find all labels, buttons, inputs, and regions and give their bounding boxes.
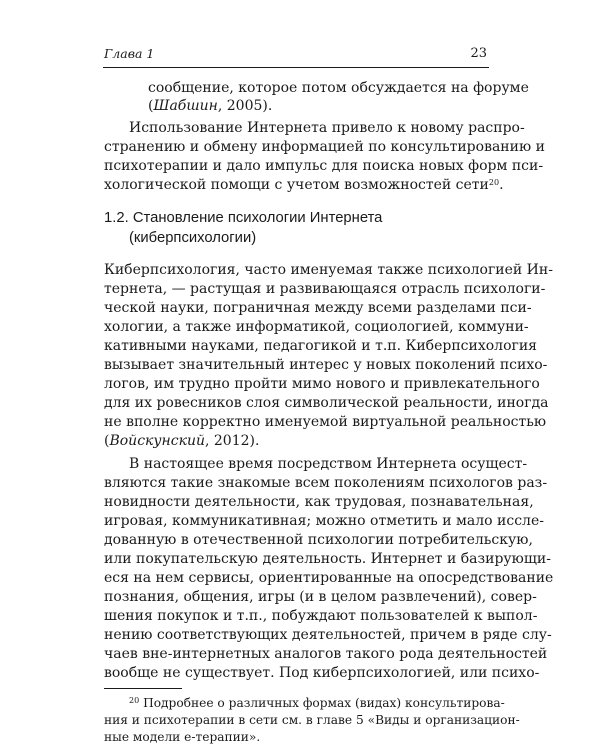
text-line: игровая, коммуникативная; можно отметить и мало иссле-	[104, 513, 544, 529]
text-line: кативными науками, педагогикой и т.п. Киберпсихология	[104, 338, 538, 354]
text-line: шения покупок и т.п., побуждают пользователей к выпол-	[104, 608, 538, 624]
text-line: Использование Интернета привело к новому распро-	[129, 120, 525, 136]
section-heading	[104, 209, 382, 227]
footnote-reference: 20	[488, 178, 500, 187]
text-line: В настоящее время посредством Интернета осущест-	[129, 456, 528, 472]
text-line: чаев вне-интернетных аналогов такого рода деятельностей	[104, 646, 548, 662]
text-line: познания, общения, игры (и в целом развлечений), совер-	[104, 589, 537, 605]
text-line: дованную в отечественной психологии потребительскую,	[104, 532, 533, 548]
text-line: для их ровесников слоя символической реальности, иногда	[104, 395, 549, 411]
citation-author: Шабшин	[153, 98, 218, 114]
section-number: 1.2.	[104, 210, 129, 226]
text-line: ческой науки, пограничная между всеми разделами пси-	[104, 300, 532, 316]
text-line: тернета, — растущая и развивающаяся отрасль психологи-	[104, 281, 546, 297]
text-line: вызывает значительный интерес у новых поколений психо-	[104, 357, 548, 373]
footnote-line: $^{20}$ Подробнее о различных формах (видах) консультирова-	[129, 696, 505, 710]
citation-author: Войскунский	[109, 433, 205, 449]
footnote-line: ния и психотерапии в сети см. в главе 5 «Виды и организацион-	[104, 713, 520, 727]
text-line: хологической помощи с учетом возможностей сети$^{20}$.	[104, 177, 504, 193]
text-line: (Шабшин, 2005).	[148, 98, 273, 114]
text-line: (Войскунский, 2012).	[104, 433, 260, 449]
chapter-label: Глава 1	[104, 46, 155, 61]
text-line: психотерапии и дало импульс для поиска новых форм пси-	[104, 158, 544, 174]
page-number: 23	[470, 46, 487, 61]
running-header	[103, 45, 489, 68]
footnote-line: ные модели е-терапии».	[104, 730, 261, 744]
footnote-divider	[104, 688, 182, 689]
text-line: вляются такие знакомые всем поколениям психологов раз-	[104, 475, 548, 491]
text-line: еся на нем сервисы, ориентированные на опосредствование	[104, 570, 554, 586]
text-line: Киберпсихология, часто именуемая также психологией Ин-	[104, 262, 553, 278]
section-heading-line2: (киберпсихологии)	[129, 230, 257, 246]
text-line: или покупательскую деятельность. Интернет и базирующи-	[104, 551, 551, 567]
text-line: хологии, а также информатикой, социологией, коммуни-	[104, 319, 529, 335]
section-title: Становление психологии Интернета	[132, 210, 383, 226]
text-line: вообще не существует. Под киберпсихологией, или психо-	[104, 665, 540, 681]
footnote-marker: 20	[129, 696, 140, 705]
text-line: нению соответствующих деятельностей, причем в ряде слу-	[104, 627, 552, 643]
text-line: не вполне корректно именуемой виртуальной реальностью	[104, 414, 547, 430]
text-line: сообщение, которое потом обсуждается на форуме	[148, 80, 529, 96]
text-line: странению и обмену информацией по консультированию и	[104, 139, 545, 155]
text-line: новидности деятельности, как трудовая, познавательная,	[104, 494, 534, 510]
text-line: логов, им трудно пройти мимо нового и привлекательного	[104, 376, 540, 392]
